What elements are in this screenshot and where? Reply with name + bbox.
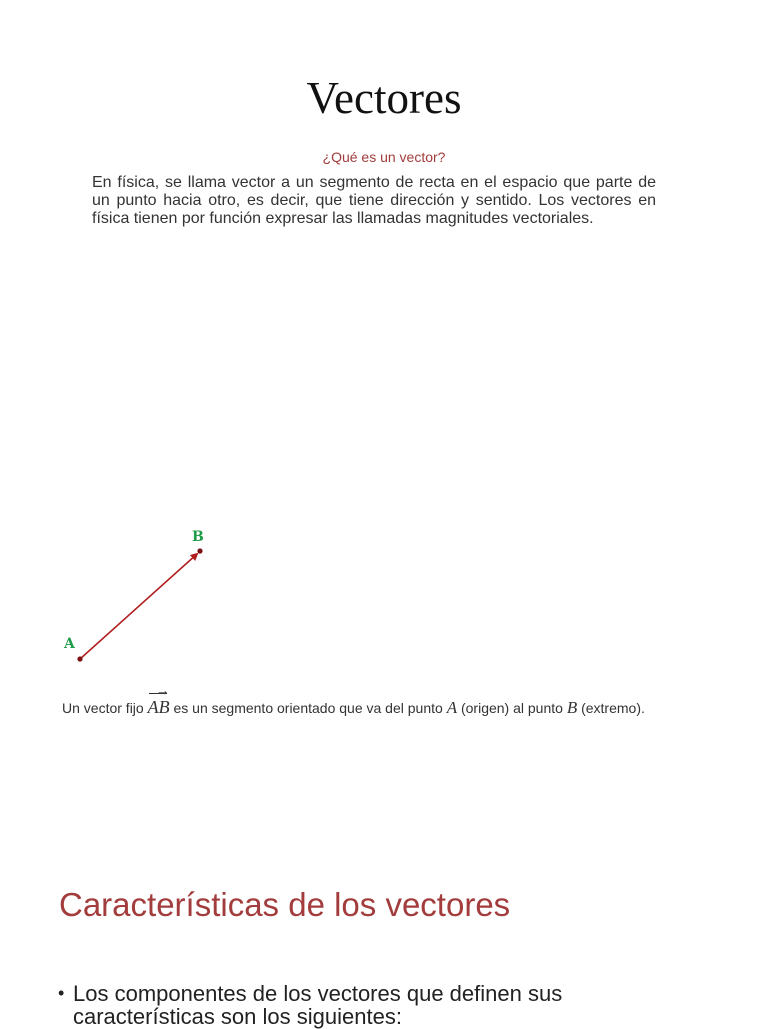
vector-arrow-icon: →	[155, 684, 170, 699]
question-heading: ¿Qué es un vector?	[322, 149, 446, 165]
caption-text-2: es un segmento orientado que va del punto	[169, 700, 447, 716]
vector-symbol-text: AB	[147, 697, 170, 717]
intro-paragraph: En física, se llama vector a un segmento de recta en el espacio que parte de un punto hacia otro, es decir, que tiene dirección y sentido. Los vectores en física tienen por función expresar las llamadas magnitudes vectoriales.	[92, 174, 656, 227]
vector-caption	[62, 684, 742, 718]
vector-diagram	[0, 520, 768, 680]
characteristics-list	[58, 982, 678, 1028]
caption-text-1: Un vector fijo	[62, 700, 148, 716]
vector-symbol	[147, 684, 170, 718]
caption-text-3: (origen) al punto	[457, 700, 567, 716]
caption-text-4: (extremo).	[577, 700, 645, 716]
list-item	[58, 982, 678, 1028]
list-item-text: Los componentes de los vectores que definen sus características son los siguientes:	[73, 981, 563, 1029]
point-a-label: A	[64, 636, 75, 652]
caption-point-a: A	[446, 698, 458, 717]
vector-ab-line	[80, 554, 197, 659]
page-title: Vectores	[306, 73, 462, 123]
bullet-icon: •	[58, 983, 65, 1003]
section-title: Características de los vectores	[59, 886, 511, 923]
point-b-label: B	[192, 529, 204, 545]
point-a-dot	[77, 656, 82, 661]
caption-point-b: B	[566, 698, 578, 717]
point-b-dot	[197, 548, 202, 553]
